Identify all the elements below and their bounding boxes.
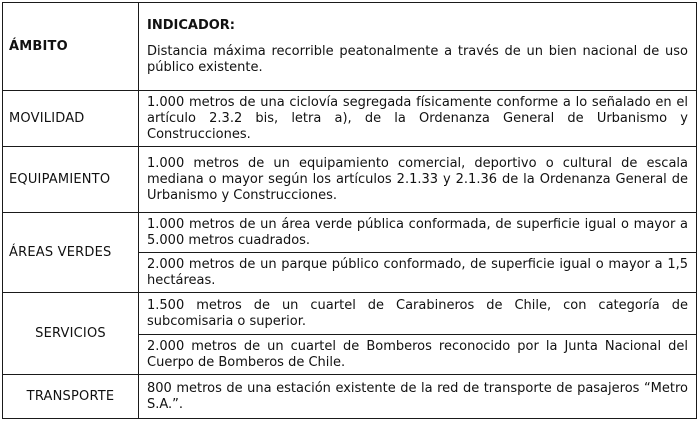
criterion-areas-verdes-1: 1.000 metros de un área verde pública conformada, de superficie igual o mayor a 5.000 metros cuadrados. bbox=[139, 213, 697, 253]
row-movilidad bbox=[3, 91, 697, 147]
criteria-table bbox=[2, 2, 697, 419]
row-servicios-1 bbox=[3, 293, 697, 335]
criterion-areas-verdes-2: 2.000 metros de un parque público conformado, de superficie igual o mayor a 1,5 hectáreas. bbox=[139, 253, 697, 293]
criterion-servicios-2: 2.000 metros de un cuartel de Bomberos reconocido por la Junta Nacional del Cuerpo de Bomberos de Chile. bbox=[139, 335, 697, 375]
ambito-movilidad: MOVILIDAD bbox=[3, 91, 139, 147]
criterion-movilidad-1: 1.000 metros de una ciclovía segregada físicamente conforme a lo señalado en el artículo 2.3.2 bis, letra a), de la Ordenanza General de Urbanismo y Construcciones. bbox=[139, 91, 697, 147]
row-transporte bbox=[3, 375, 697, 419]
criterion-equipamiento-1: 1.000 metros de un equipamiento comercial, deportivo o cultural de escala mediana o mayor según los artículos 2.1.33 y 2.1.36 de la Ordenanza General de Urbanismo y Construcciones. bbox=[139, 147, 697, 213]
ambito-servicios: SERVICIOS bbox=[3, 293, 139, 375]
header-row bbox=[3, 3, 697, 91]
criterion-servicios-1: 1.500 metros de un cuartel de Carabineros de Chile, con categoría de subcomisaria o superior. bbox=[139, 293, 697, 335]
ambito-header: ÁMBITO bbox=[3, 3, 139, 91]
row-areas-verdes-1 bbox=[3, 213, 697, 253]
ambito-areas-verdes: ÁREAS VERDES bbox=[3, 213, 139, 293]
criterion-transporte-1: 800 metros de una estación existente de la red de transporte de pasajeros “Metro S.A.”. bbox=[139, 375, 697, 419]
indicador-header-cell bbox=[139, 3, 697, 91]
row-equipamiento bbox=[3, 147, 697, 213]
indicador-title: INDICADOR: bbox=[147, 18, 235, 33]
indicador-description: Distancia máxima recorrible peatonalmente a través de un bien nacional de uso público existente. bbox=[147, 44, 688, 75]
ambito-transporte: TRANSPORTE bbox=[3, 375, 139, 419]
ambito-equipamiento: EQUIPAMIENTO bbox=[3, 147, 139, 213]
